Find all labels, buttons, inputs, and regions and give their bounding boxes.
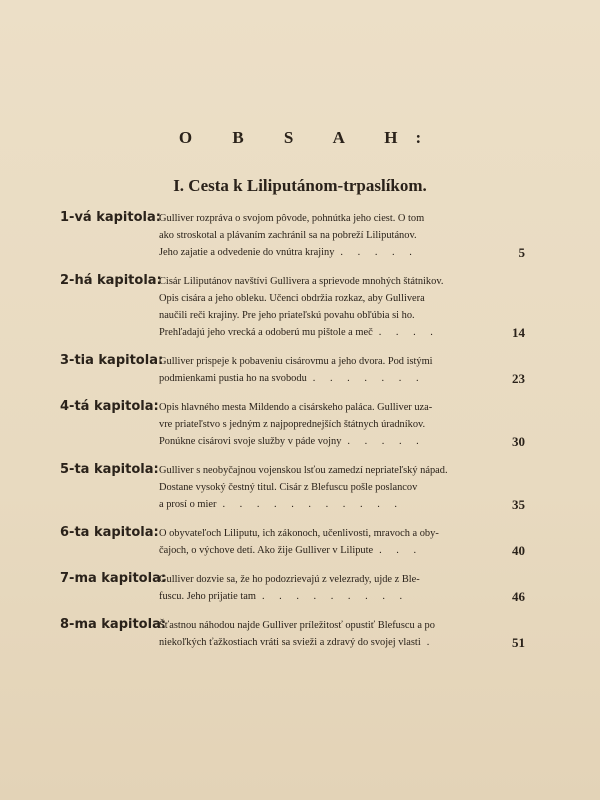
chapter-label: 4-tá kapitola: xyxy=(60,399,159,414)
toc-entry xyxy=(60,273,525,341)
dot-leader: . . . . . . . . . xyxy=(261,591,409,602)
description-line xyxy=(159,525,484,542)
chapter-label: 7-ma kapitola: xyxy=(60,571,167,586)
description-line xyxy=(159,571,484,588)
line-text: vre priateľstvo s jedným z najpoprednejších štátnych úradníkov. xyxy=(159,419,426,430)
description-line xyxy=(159,462,484,479)
description-line xyxy=(159,210,484,227)
line-text: Šťastnou náhodou najde Gulliver príležitosť opustiť Blefuscu a po xyxy=(159,620,435,631)
chapter-description xyxy=(159,617,484,651)
description-line xyxy=(159,399,484,416)
chapter-description xyxy=(159,462,484,513)
description-line xyxy=(159,353,484,370)
line-text: Gulliver rozpráva o svojom pôvode, pohnútka jeho ciest. O tom xyxy=(159,213,425,224)
line-text: O obyvateľoch Liliputu, ich zákonoch, učenlivosti, mravoch a oby- xyxy=(159,528,439,539)
chapter-description xyxy=(159,399,484,450)
page-number: 40 xyxy=(512,543,525,558)
toc-entry xyxy=(60,353,525,387)
toc-entry xyxy=(60,399,525,450)
line-text: Gulliver prispeje k pobaveniu cisárovmu a jeho dvora. Pod istými xyxy=(159,356,433,367)
description-line xyxy=(159,634,484,651)
chapter-label: 1-vá kapitola: xyxy=(60,210,161,225)
page-number: 5 xyxy=(518,245,525,260)
description-line xyxy=(159,416,484,433)
line-text: niekoľkých ťažkostiach vráti sa svieži a zdravý do svojej vlasti xyxy=(159,637,421,648)
page-number: 14 xyxy=(512,325,525,340)
description-line xyxy=(159,244,484,261)
line-text: čajoch, o výchove detí. Ako žije Gulliver v Lilipute xyxy=(159,545,374,556)
toc-entry xyxy=(60,462,525,513)
dot-leader: . . . . xyxy=(378,327,439,338)
line-text: podmienkami pustia ho na svobodu xyxy=(159,373,307,384)
line-text: fuscu. Jeho prijatie tam xyxy=(159,591,256,602)
chapter-label: 8-ma kapitola: xyxy=(60,617,167,632)
page-number: 35 xyxy=(512,497,525,512)
contents-heading: O B S A H: xyxy=(178,128,440,147)
chapter-description xyxy=(159,210,484,261)
description-line xyxy=(159,617,484,634)
description-line xyxy=(159,290,484,307)
line-text: Gulliver s neobyčajnou vojenskou lsťou zamedzí nepriateľský nápad. xyxy=(159,465,448,476)
page-number: 46 xyxy=(512,589,525,604)
description-line xyxy=(159,542,484,559)
chapter-label: 3-tia kapitola: xyxy=(60,353,164,368)
toc-entry xyxy=(60,525,525,559)
line-text: Opis hlavného mesta Mildendo a cisárskeho paláca. Gulliver uza- xyxy=(159,402,433,413)
dot-leader: . xyxy=(426,637,436,648)
dot-leader: . . . . . . . . . . . xyxy=(222,499,403,510)
line-text: Prehľadajú jeho vrecká a odoberú mu pištole a meč xyxy=(159,327,373,338)
page-number: 51 xyxy=(512,635,525,650)
page-number: 30 xyxy=(512,434,525,449)
line-text: Dostane vysoký čestný titul. Cisár z Blefuscu pošle poslancov xyxy=(159,482,418,493)
dot-leader: . . . . . . . xyxy=(312,373,425,384)
description-line xyxy=(159,324,484,341)
dot-leader: . . . . . xyxy=(347,436,425,447)
description-line xyxy=(159,433,484,450)
toc-entry xyxy=(60,571,525,605)
line-text: ako stroskotal a plávaním zachránil sa na pobreží Liliputánov. xyxy=(159,230,417,241)
description-line xyxy=(159,307,484,324)
line-text: Cisár Liliputánov navštívi Gullivera a sprievode mnohých štátnikov. xyxy=(159,276,444,287)
page-number: 23 xyxy=(512,371,525,386)
dot-leader: . . . xyxy=(379,545,423,556)
chapter-label: 6-ta kapitola: xyxy=(60,525,159,540)
chapter-description xyxy=(159,353,484,387)
dot-leader: . . . . . xyxy=(340,247,418,258)
chapter-label: 5-ta kapitola: xyxy=(60,462,159,477)
part-title: I. Cesta k Liliputánom-trpaslíkom. xyxy=(173,176,427,195)
line-text: Jeho zajatie a odvedenie do vnútra krajiny xyxy=(159,247,335,258)
description-line xyxy=(159,273,484,290)
line-text: a prosí o mier xyxy=(159,499,217,510)
chapter-label: 2-há kapitola: xyxy=(60,273,162,288)
toc-entry xyxy=(60,617,525,651)
chapter-description xyxy=(159,571,484,605)
description-line xyxy=(159,370,484,387)
description-line xyxy=(159,496,484,513)
description-line xyxy=(159,588,484,605)
line-text: Gulliver dozvie sa, že ho podozrievajú z velezrady, ujde z Ble- xyxy=(159,574,420,585)
line-text: Ponúkne cisárovi svoje služby v páde vojny xyxy=(159,436,342,447)
description-line xyxy=(159,479,484,496)
toc-entry xyxy=(60,210,525,261)
line-text: naučili reči krajiny. Pre jeho priateľskú povahu obľúbia si ho. xyxy=(159,310,415,321)
line-text: Opis cisára a jeho obleku. Učenci obdržia rozkaz, aby Gullivera xyxy=(159,293,425,304)
chapter-description xyxy=(159,525,484,559)
chapter-description xyxy=(159,273,484,341)
description-line xyxy=(159,227,484,244)
table-of-contents xyxy=(60,210,525,663)
